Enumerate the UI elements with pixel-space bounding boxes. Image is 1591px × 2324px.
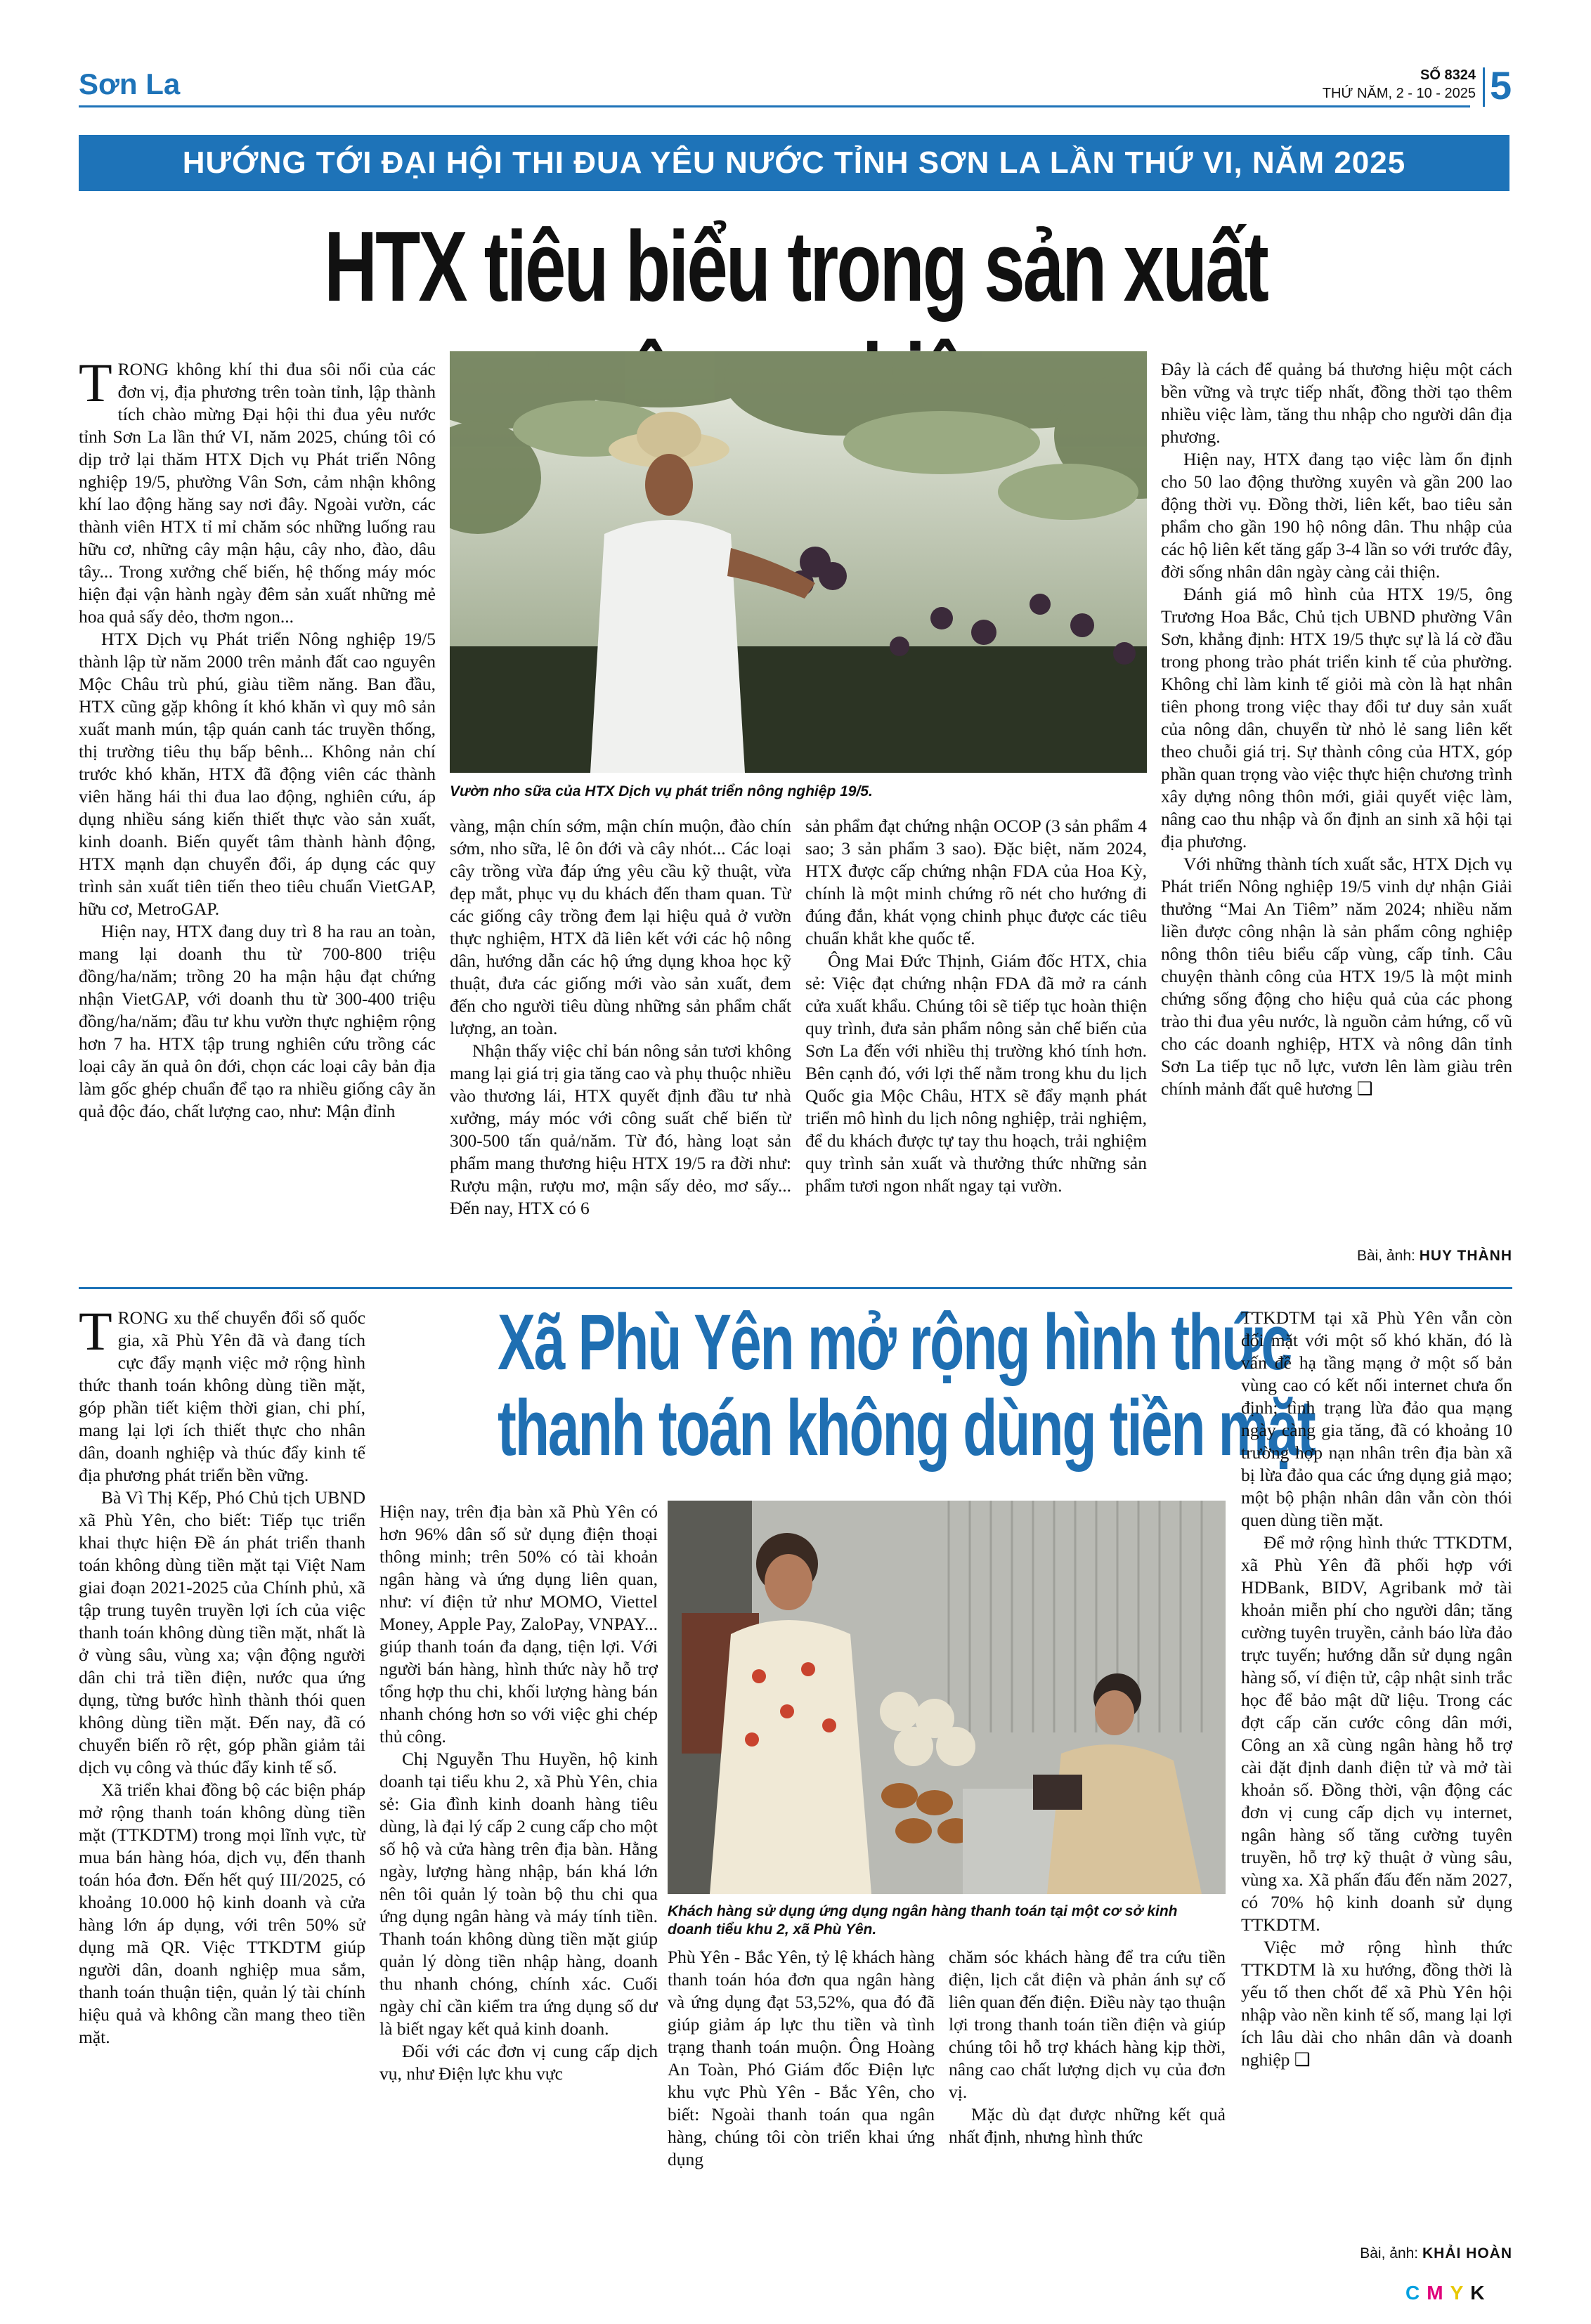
shop-photo-illustration (668, 1501, 1226, 1894)
byline-label: Bài, ảnh: (1356, 1248, 1415, 1264)
paragraph: chăm sóc khách hàng để tra cứu tiền điện, lịch cắt điện và phản ánh sự cố liên quan đến điện. Điều này tạo thuận lợi trong thanh toán tiền điện và giúp chúng tôi hỗ trợ khách hàng kịp thời, nâng cao chất lượng dịch vụ của đơn vị. (949, 1947, 1226, 2102)
paragraph: RONG không khí thi đua sôi nổi của các đơn vị, địa phương trên toàn tỉnh, lập thành tích chào mừng Đại hội thi đua yêu nước tỉnh Sơn La lần thứ VI, năm 2025, chúng tôi có dịp trở lại thăm HTX Dịch vụ Phát triển Nông nghiệp 19/5, phường Vân Sơn, cảm nhận không khí lao động hăng say nơi đây. Ngoài vườn, các thành viên HTX tỉ mỉ chăm sóc những luống rau hữu cơ, những cây mận hậu, cây nho, đào, dâu tây... Trong xưởng chế biến, hệ thống máy móc hiện đại vận hành ngày đêm sản xuất những mẻ hoa quả sấy dẻo, thơm ngon... (79, 359, 436, 627)
paragraph: Chị Nguyễn Thu Huyền, hộ kinh doanh tại tiểu khu 2, xã Phù Yên, chia sẻ: Gia đình kinh doanh hàng tiêu dùng, là đại lý cấp 2 cung cấp cho một số hộ và cửa hàng trên địa bàn. Hằng ngày, lượng hàng nhập, bán khá lớn nên tôi quản lý toàn bộ thu chi qua ứng dụng ngân hàng và máy tính tiền. Thanh toán không dùng tiền mặt giúp quản lý dòng tiền nhập hàng, doanh thu nhanh chóng, chính xác. Cuối ngày chỉ cần kiểm tra ứng dụng số dư là biết ngay kết quả kinh doanh. (379, 1749, 658, 2039)
article1-photo (450, 351, 1147, 773)
vineyard-photo-illustration (450, 351, 1147, 773)
paragraph: Ông Mai Đức Thịnh, Giám đốc HTX, chia sẻ: Việc đạt chứng nhận FDA đã mở ra cánh cửa xuất khẩu. Chúng tôi sẽ tiếp tục hoàn thiện quy trình, đưa sản phẩm nông sản chế biến của Sơn La đến với nhiều thị trường khó tính hơn. Bên cạnh đó, với lợi thế nằm trong khu du lịch Quốc gia Mộc Châu, HTX sẽ đẩy mạnh phát triển mô hình du lịch nông nghiệp, trải nghiệm, để du khách được tự tay thu hoạch, trải nghiệm quy trình sản xuất và thưởng thức những sản phẩm tươi ngon nhất ngay tại vườn. (805, 951, 1147, 1196)
issue-number: SỐ 8324 (1420, 67, 1476, 83)
cmyk-marks (1405, 2282, 1491, 2304)
dropcap: T (79, 1307, 112, 1362)
paragraph: vàng, mận chín sớm, mận chín muộn, đào chín sớm, nho sữa, lê ôn đới và cây nhót... Các loại cây trồng vừa đáp ứng yêu cầu kỹ thuật, vừa đẹp mắt, phục vụ du khách đến tham quan. Từ các giống cây trồng đem lại hiệu quả ở vườn thực nghiệm, HTX đã liên kết với các hộ nông dân, hướng dẫn các hộ ứng dụng khoa học kỹ thuật, đưa các giống mới vào sản xuất, đem đến cho người tiêu dùng những sản phẩm chất lượng, an toàn. (450, 816, 791, 1038)
article2-column-2 (379, 1501, 658, 2276)
campaign-banner: HƯỚNG TỚI ĐẠI HỘI THI ĐUA YÊU NƯỚC TỈNH SƠN LA LẦN THỨ VI, NĂM 2025 (79, 135, 1509, 191)
article1-photo-caption: Vườn nho sữa của HTX Dịch vụ phát triển nông nghiệp 19/5. (450, 783, 873, 799)
article2-byline (1241, 2245, 1512, 2262)
article2-headline (379, 1298, 1315, 1472)
byline-author: KHẢI HOÀN (1422, 2245, 1512, 2261)
paragraph: TTKDTM tại xã Phù Yên vẫn còn đối mặt với một số khó khăn, đó là vấn đề hạ tầng mạng ở một số bản vùng cao có kết nối internet chưa ổn định; tình trạng lừa đảo qua mạng ngày càng gia tăng, đã có khoảng 10 trường hợp nạn nhân trên địa bàn xã bị lừa đảo qua các ứng dụng giả mạo; một bộ phận nhân dân vẫn còn thói quen dùng tiền mặt. (1241, 1307, 1512, 1530)
paragraph: sản phẩm đạt chứng nhận OCOP (3 sản phẩm 4 sao; 3 sản phẩm 3 sao). Đặc biệt, năm 2024, HTX được cấp chứng nhận FDA của Hoa Kỳ, chính là một minh chứng rõ nét cho hướng đi đúng đắn, khát vọng chinh phục được các tiêu chuẩn khắt khe quốc tế. (805, 816, 1147, 948)
dropcap: T (79, 358, 112, 413)
cmyk-c: C (1405, 2282, 1427, 2304)
section-title: Sơn La (79, 67, 181, 100)
header-divider (1483, 67, 1485, 107)
headline-line: thanh toán không dùng tiền mặt (498, 1384, 1315, 1472)
article2-column-3 (668, 1946, 935, 2276)
header-rule (79, 105, 1470, 107)
article-divider (79, 1287, 1512, 1289)
article1-headline: HTX tiêu biểu trong sản xuất (324, 211, 1267, 322)
paragraph: RONG xu thế chuyển đổi số quốc gia, xã Phù Yên đã và đang tích cực đẩy mạnh việc mở rộng hình thức thanh toán không dùng tiền mặt, góp phần tiết kiệm thời gian, chi phí, mang lại lợi ích thiết thực cho nhân dân, doanh nghiệp và thúc đẩy kinh tế địa phương phát triển bền vững. (79, 1307, 365, 1485)
article2-column-4 (949, 1946, 1226, 2276)
paragraph: Đánh giá mô hình của HTX 19/5, ông Trương Hoa Bắc, Chủ tịch UBND phường Vân Sơn, khẳng định: HTX 19/5 thực sự là lá cờ đầu trong phong trào phát triển kinh tế của phường. Không chỉ làm kinh tế giỏi mà còn là hạt nhân tiên phong trong việc thay đổi tư duy sản xuất của nông dân, chuyển từ nhỏ lẻ sang liên kết theo chuỗi giá trị. Sự thành công của HTX, góp phần quan trọng vào việc thực hiện chương trình xây dựng nông thôn mới, giải quyết việc làm, nâng cao thu nhập và ổn định an sinh xã hội tại địa phương. (1161, 584, 1512, 851)
headline-line: Xã Phù Yên mở rộng hình thức (498, 1298, 1292, 1386)
cmyk-y: Y (1450, 2282, 1471, 2304)
paragraph: HTX Dịch vụ Phát triển Nông nghiệp 19/5 thành lập từ năm 2000 trên mảnh đất cao nguyên Mộc Châu trù phú, giàu tiềm năng. Ban đầu, HTX cũng gặp không ít khó khăn vì quy mô sản xuất manh mún, tập quán canh tác truyền thống, thị trường tiêu thụ bấp bênh... Không nản chí trước khó khăn, HTX đã động viên các thành viên hăng hái thi đua lao động, nghiên cứu, áp dụng nhiều sáng kiến thiết thực vào sản xuất, kinh doanh. Biến quyết tâm thành hành động, HTX mạnh dạn chuyển đổi, áp dụng các quy trình sản xuất tiên tiến theo tiêu chuẩn VietGAP, hữu cơ, MetroGAP. (79, 629, 436, 919)
byline-author: HUY THÀNH (1419, 1248, 1512, 1264)
byline-label: Bài, ảnh: (1360, 2245, 1419, 2261)
paragraph: Bà Vì Thị Kếp, Phó Chủ tịch UBND xã Phù Yên, cho biết: Tiếp tục triển khai thực hiện Đề án phát triển thanh toán không dùng tiền mặt tại Việt Nam giai đoạn 2021-2025 của Chính phủ, xã tập trung tuyên truyền lợi ích của việc thanh toán không dùng tiền mặt, nhất là ở vùng sâu, vùng xa; vận động người dân chi trả tiền điện, nước qua ứng dụng, từng bước hình thành thói quen không dùng tiền mặt. Đến nay, đã có chuyển biến rõ rệt, góp phần giảm tải dịch vụ công và thúc đẩy kinh tế số. (79, 1487, 365, 1777)
issue-date: THỨ NĂM, 2 - 10 - 2025 (1322, 86, 1476, 101)
page-number: 5 (1490, 63, 1512, 107)
cmyk-k: K (1470, 2282, 1492, 2304)
paragraph: Với những thành tích xuất sắc, HTX Dịch vụ Phát triển Nông nghiệp 19/5 vinh dự nhận Giải thưởng “Mai An Tiêm” năm 2024; nhiều năm liền được công nhận là sản phẩm công nghiệp nông thôn tiêu biểu cấp vùng, cấp tỉnh. Câu chuyện thành công của HTX 19/5 là một minh chứng sống động cho hiệu quả của các phong trào thi đua yêu nước, là nguồn cảm hứng, cổ vũ cho các doanh nghiệp, HTX và nông dân tỉnh Sơn La tiếp tục nỗ lực, vươn lên làm giàu trên chính mảnh đất quê hương ❑ (1161, 854, 1512, 1099)
article2-photo (668, 1501, 1226, 1894)
cmyk-m: M (1427, 2282, 1450, 2304)
paragraph: Xã triển khai đồng bộ các biện pháp mở rộng thanh toán không dùng tiền mặt (TTKDTM) trong mọi lĩnh vực, từ mua bán hàng hóa, dịch vụ, đến thanh toán hóa đơn. Đến hết quý III/2025, có khoảng 10.000 hộ kinh doanh và cửa hàng lớn áp dụng, với trên 50% sử dụng mã QR. Việc TTKDTM giúp người dân, doanh nghiệp mua sắm, thanh toán thuận tiện, quản lý tài chính hiệu quả và không cần mang theo tiền mặt. (79, 1780, 365, 2047)
paragraph: Hiện nay, trên địa bàn xã Phù Yên có hơn 96% dân số sử dụng điện thoại thông minh; trên 50% có tài khoản ngân hàng và ứng dụng liên quan, như: ví điện tử như MOMO, Viettel Money, Apple Pay, ZaloPay, VNPAY... giúp thanh toán đa dạng, tiện lợi. Với người bán hàng, hình thức này hỗ trợ tổng hợp thu chi, khối lượng hàng bán nhanh chóng hơn so với việc ghi chép thủ công. (379, 1501, 658, 1747)
paragraph: Nhận thấy việc chỉ bán nông sản tươi không mang lại giá trị gia tăng cao và phụ thuộc nhiều vào thương lái, HTX quyết định đầu tư nhà xưởng, máy móc với công suất chế biến từ 300-500 tấn quả/năm. Từ đó, hàng loạt sản phẩm mang thương hiệu HTX 19/5 ra đời như: Rượu mận, rượu mơ, mận sấy dẻo, mơ sấy... Đến nay, HTX có 6 (450, 1040, 791, 1218)
article1-column-3 (805, 815, 1147, 1259)
article1-byline (1161, 1248, 1512, 1265)
article1-column-2 (450, 815, 791, 1259)
paragraph: Hiện nay, HTX đang duy trì 8 ha rau an toàn, mang lại doanh thu từ 700-800 triệu đồng/ha/năm; trồng 20 ha mận hậu đạt chứng nhận VietGAP, với doanh thu từ 300-400 triệu đồng/ha/năm; đầu tư khu vườn thực nghiệm rộng hơn 7 ha. HTX tập trung nghiên cứu trồng các loại cây ăn quả ôn đới, chọn các loại cây bản địa làm gốc ghép chuẩn để tạo ra nhiều giống cây ăn quả độc đáo, chất lượng cao, như: Mận đỉnh (79, 921, 436, 1121)
paragraph: Phù Yên - Bắc Yên, tỷ lệ khách hàng thanh toán hóa đơn qua ngân hàng và ứng dụng đạt 53,52%, qua đó đã giúp giảm áp lực thu tiền và tình trạng thanh toán muộn. Ông Hoàng An Toàn, Phó Giám đốc Điện lực khu vực Phù Yên - Bắc Yên, cho biết: Ngoài thanh toán qua ngân hàng, chúng tôi còn triển khai ứng dụng (668, 1947, 935, 2169)
article1-column-4 (1161, 358, 1512, 1251)
article2-photo-caption: Khách hàng sử dụng ứng dụng ngân hàng thanh toán tại một cơ sở kinh doanh tiểu khu 2, xã Phù Yên. (668, 1903, 1178, 1938)
paragraph: Hiện nay, HTX đang tạo việc làm ổn định cho 50 lao động thường xuyên và gần 200 lao động thời vụ. Đồng thời, liên kết, bao tiêu sản phẩm cho gần 190 hộ nông dân. Thu nhập của các hộ liên kết tăng gấp 3-4 lần so với trước đây, đời sống nhân dân ngày càng cải thiện. (1161, 449, 1512, 582)
paragraph: Để mở rộng hình thức TTKDTM, xã Phù Yên đã phối hợp với HDBank, BIDV, Agribank mở tài khoản miễn phí cho người dân; tăng cường tuyên truyền, cảnh báo lừa đảo trực tuyến; hướng dẫn sử dụng ngân hàng số, ví điện tử, cập nhật sinh trắc học để bảo mật dữ liệu. Trong các đợt cấp căn cước công dân mới, Công an xã cùng ngân hàng hỗ trợ cài đặt định danh điện tử và mở tài khoản số. Đồng thời, vận động các đơn vị cung cấp dịch vụ internet, ngân hàng số tăng cường tuyên truyền, hỗ trợ kỹ thuật ở vùng sâu, vùng xa. Xã phấn đấu đến năm 2027, có 70% hộ kinh doanh sử dụng TTKDTM. (1241, 1532, 1512, 1935)
paragraph: Việc mở rộng hình thức TTKDTM là xu hướng, đồng thời là yếu tố then chốt để xã Phù Yên hội nhập vào nền kinh tế số, mang lại lợi ích lâu dài cho nhân dân và doanh nghiệp ❑ (1241, 1937, 1512, 2070)
paragraph: Đối với các đơn vị cung cấp dịch vụ, như Điện lực khu vực (379, 2041, 658, 2084)
article1-column-1 (79, 358, 436, 1259)
paragraph: Mặc dù đạt được những kết quả nhất định, nhưng hình thức (949, 2104, 1226, 2147)
article2-column-1 (79, 1307, 365, 2276)
paragraph: Đây là cách để quảng bá thương hiệu một cách bền vững và trực tiếp nhất, đồng thời tạo thêm nhiều việc làm, tăng thu nhập cho người dân địa phương. (1161, 359, 1512, 447)
article2-column-5 (1241, 1307, 1512, 2241)
